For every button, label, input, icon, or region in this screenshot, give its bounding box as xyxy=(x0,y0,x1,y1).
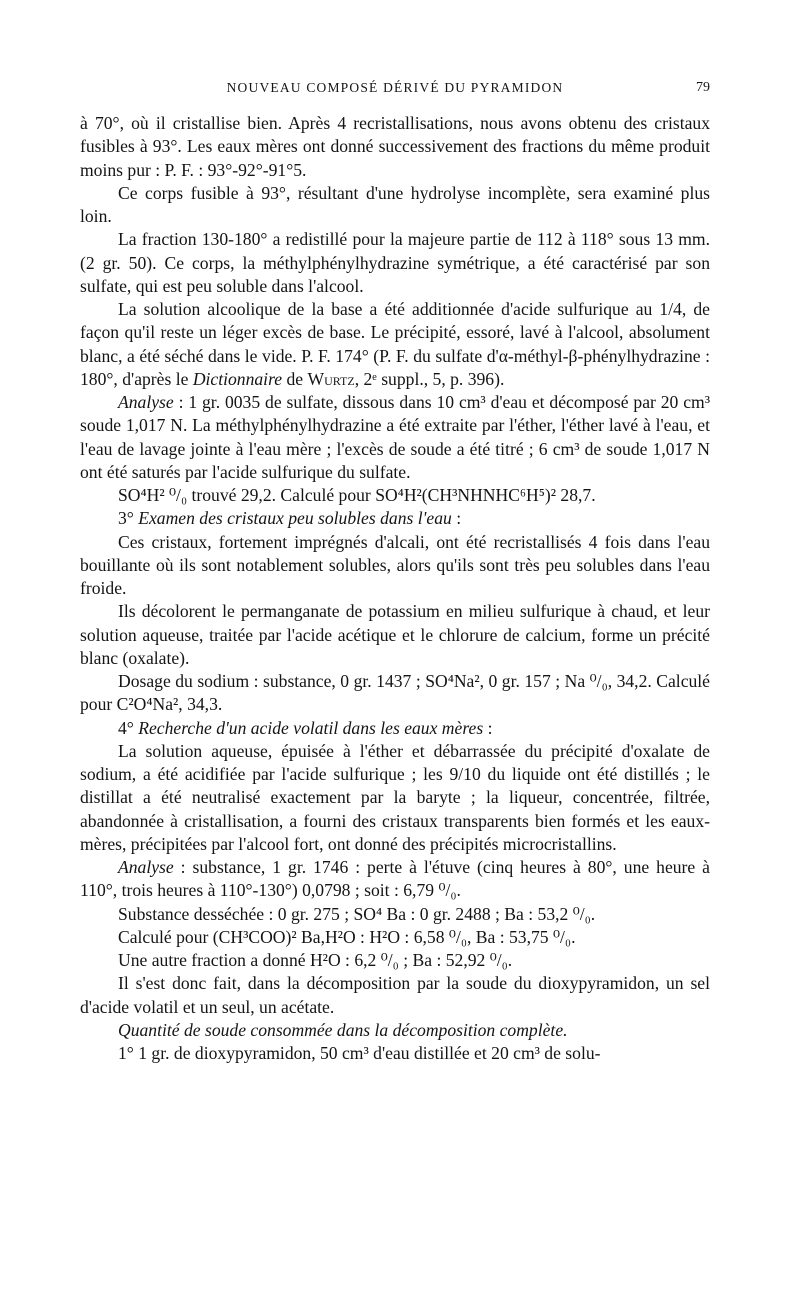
paragraph: Calculé pour (CH³COO)² Ba,H²O : H²O : 6,58 ⁰/₀, Ba : 53,75 ⁰/₀. xyxy=(118,926,576,947)
text-run: , 2ᵉ suppl., 5, p. 396). xyxy=(354,368,505,389)
italic-term: Dictionnaire xyxy=(192,368,283,389)
running-head: NOUVEAU COMPOSÉ DÉRIVÉ DU PYRAMIDON xyxy=(226,80,564,95)
text-run: La solution alcoolique de la base a été additionnée d'acide sulfurique au 1/4, de façon qu'il reste un léger excès de base. Le précipité, essoré, lavé à l'alcool, absolument blanc, a été séché dans le vide. P. F. 174° (P. F. du sulfate d'α-méthyl-β-phénylhydrazine : 180°, d'après le xyxy=(80,299,710,389)
section-number: 4° xyxy=(118,717,139,738)
paragraph: Ces cristaux, fortement imprégnés d'alcali, ont été recristallisés 4 fois dans l'eau bouillante où ils sont notablement solubles, alors qu'ils sont très peu solubles dans l'eau froide. xyxy=(80,531,710,598)
text-run: : 1 gr. 0035 de sulfate, dissous dans 10 cm³ d'eau et décomposé par 20 cm³ soude 1,017 N. La méthylphénylhydrazine a été extraite par l'éther, l'éther lavé à l'eau, et l'eau de lavage jointe à l'eau mère ; l'excès de soude a été titré ; 6 cm³ de soude 1,017 N ont été saturés par l'acide sulfurique du sulfate. xyxy=(80,392,710,482)
text-run: : xyxy=(451,508,462,529)
section-heading xyxy=(80,507,710,530)
paragraph xyxy=(80,856,710,903)
author-name: Wurtz xyxy=(307,368,355,389)
page-header xyxy=(80,80,710,104)
paragraph: Une autre fraction a donné H²O : 6,2 ⁰/₀ ; Ba : 52,92 ⁰/₀. xyxy=(118,950,513,970)
paragraph: Ce corps fusible à 93°, résultant d'une hydrolyse incomplète, sera examiné plus loin. xyxy=(80,182,710,226)
text-run: de xyxy=(282,368,308,389)
body-text xyxy=(80,112,710,1065)
paragraph: à 70°, où il cristallise bien. Après 4 recristallisations, nous avons obtenu des cristaux fusibles à 93°. Les eaux mères ont donné successivement des fractions du même produit moins pur : P. F. : 93°-92°-91°5. xyxy=(80,113,710,180)
paragraph: Ils décolorent le permanganate de potassium en milieu sulfurique à chaud, et leur solution aqueuse, traitée par l'acide acétique et le chlorure de calcium, forme un précité blanc (oxalate). xyxy=(80,601,710,668)
section-title: Quantité de soude consommée dans la décomposition complète. xyxy=(118,1019,568,1040)
page-number: 79 xyxy=(696,80,710,95)
paragraph xyxy=(80,298,710,391)
paragraph: Dosage du sodium : substance, 0 gr. 1437 ; SO⁴Na², 0 gr. 157 ; Na ⁰/₀, 34,2. Calculé pour C²O⁴Na², 34,3. xyxy=(80,671,710,715)
section-title: Recherche d'un acide volatil dans les eaux mères xyxy=(138,717,484,738)
section-number: 3° xyxy=(118,508,139,529)
section-heading xyxy=(80,717,710,740)
text-run: : xyxy=(483,717,493,738)
text-run: : substance, 1 gr. 1746 : perte à l'étuve (cinq heures à 80°, une heure à 110°, trois heures à 110°-130°) 0,0798 ; soit : 6,79 ⁰/₀. xyxy=(80,857,710,901)
paragraph: 1° 1 gr. de dioxypyramidon, 50 cm³ d'eau distillée et 20 cm³ de solu- xyxy=(118,1043,601,1063)
paragraph: SO⁴H² ⁰/₀ trouvé 29,2. Calculé pour SO⁴H²(CH³NHNHC⁶H⁵)² 28,7. xyxy=(118,485,596,505)
paragraph: La solution aqueuse, épuisée à l'éther et débarrassée du précipité d'oxalate de sodium, a été acidifiée par l'acide sulfurique ; les 9/10 du liquide ont été distillés ; le distillat a été neutralisé exactement par la baryte ; la liqueur, concentrée, filtrée, abandonnée à cristallisation, a fourni des cristaux transparents bien formés et les eaux-mères, précipitées par l'alcool fort, ont donné des précipités microcristallins. xyxy=(80,740,710,854)
paragraph xyxy=(80,391,710,484)
paragraph: Substance desséchée : 0 gr. 275 ; SO⁴ Ba : 0 gr. 2488 ; Ba : 53,2 ⁰/₀. xyxy=(118,903,596,924)
section-heading xyxy=(80,1019,710,1042)
section-title: Examen des cristaux peu solubles dans l'eau xyxy=(138,508,452,529)
paragraph: Il s'est donc fait, dans la décomposition par la soude du dioxypyramidon, un sel d'acide volatil et un seul, un acétate. xyxy=(80,973,710,1017)
section-label: Analyse xyxy=(118,392,174,412)
paragraph: La fraction 130-180° a redistillé pour la majeure partie de 112 à 118° sous 13 mm. (2 gr. 50). Ce corps, la méthylphénylhydrazine symétrique, a été caractérisé par son sulfate, qui est peu soluble dans l'alcool. xyxy=(80,229,710,296)
section-label: Analyse xyxy=(118,857,174,877)
